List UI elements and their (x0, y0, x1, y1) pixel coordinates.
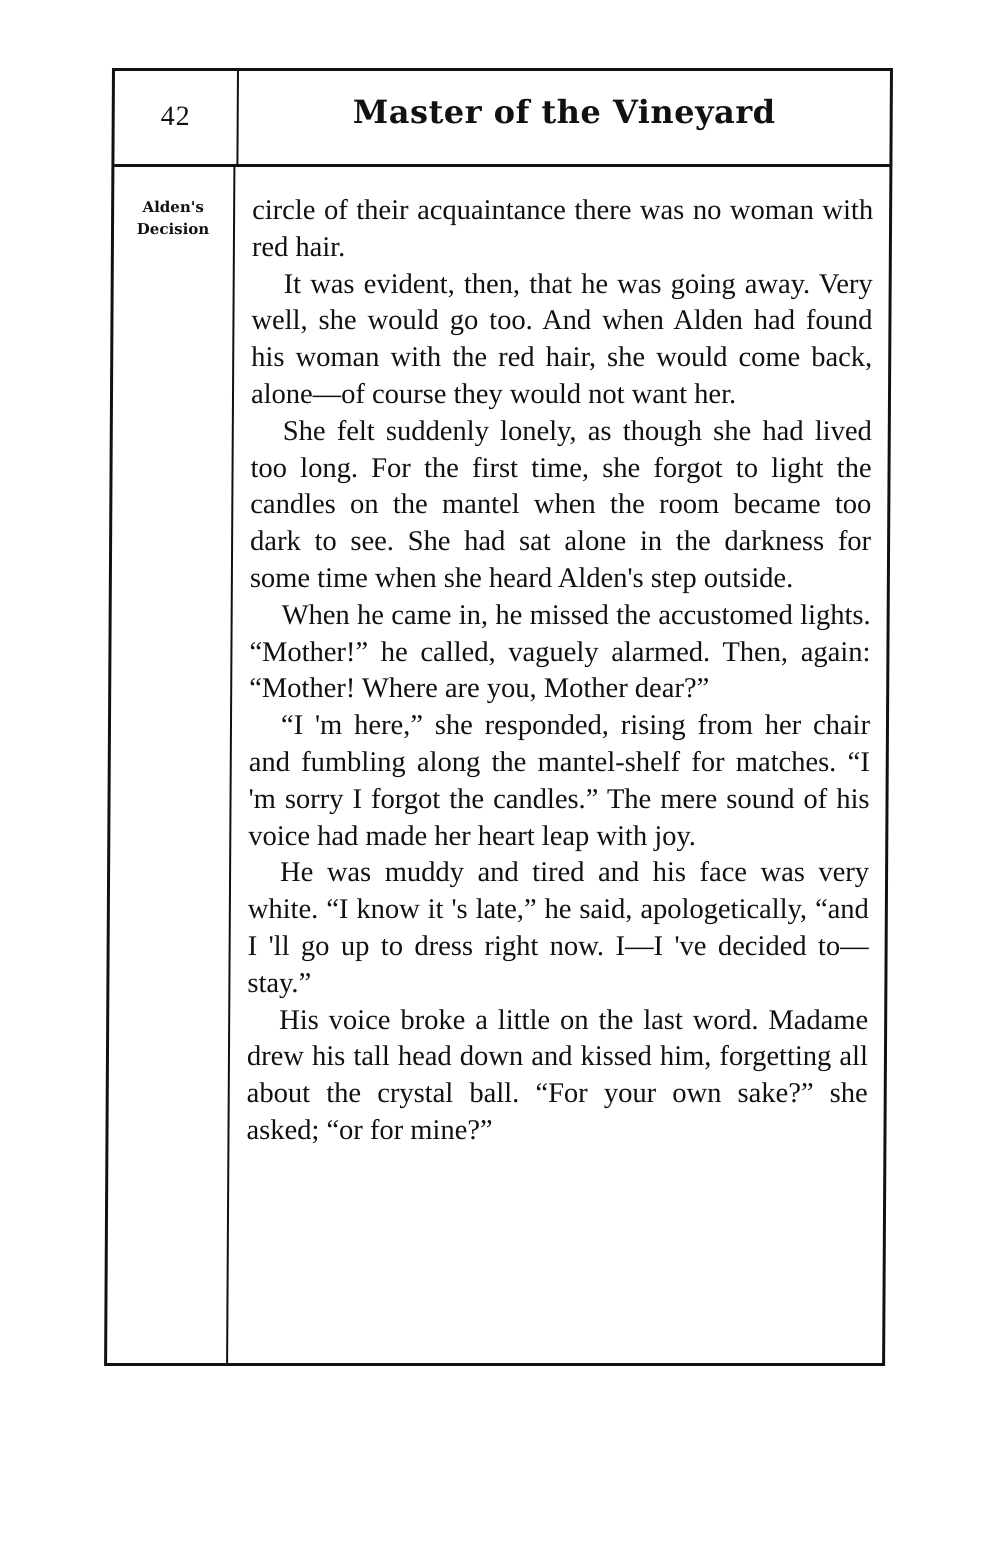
paragraph: “I 'm here,” she responded, rising from her chair and fumbling along the mantel-shelf for matches. “I 'm sorry I forgot the candles.” The mere sound of his voice had made her heart leap with joy. (248, 710, 871, 852)
page-frame (104, 68, 893, 1366)
page-header (114, 71, 890, 167)
margin-note (114, 196, 232, 240)
running-title: Master of the Vineyard (352, 93, 776, 131)
paragraph: circle of their acquaintance there was no woman with red hair. (251, 195, 874, 263)
paragraph: When he came in, he missed the accustomed lights. “Mother!” he called, vaguely alarmed. Then, again: “Mother! Where are you, Mother dear?” (249, 599, 871, 705)
margin-divider (226, 167, 235, 1363)
margin-note-line: Decision (136, 220, 210, 238)
paragraph: His voice broke a little on the last word. Madame drew his tall head down and kissed him, forgetting all about the crystal ball. “For your own sake?” she asked; “or for mine?” (246, 1004, 869, 1146)
margin-note-line: Alden's (142, 198, 204, 216)
page-number: 42 (160, 101, 191, 132)
paragraph: She felt suddenly lonely, as though she had lived too long. For the first time, she forgot to light the candles on the mantel when the room became too dark to see. She had sat alone in the darkness for some time when she heard Alden's step outside. (249, 415, 872, 594)
paragraph: It was evident, then, that he was going away. Very well, she would go too. And when Alden had found his woman with the red hair, she would come back, alone—of course they would not want her. (250, 268, 873, 410)
paragraph: He was muddy and tired and his face was very white. “I know it 's late,” he said, apologetically, “and I 'll go up to dress right now. I—I 've decided to—stay.” (247, 857, 870, 999)
body-text (246, 193, 873, 1150)
